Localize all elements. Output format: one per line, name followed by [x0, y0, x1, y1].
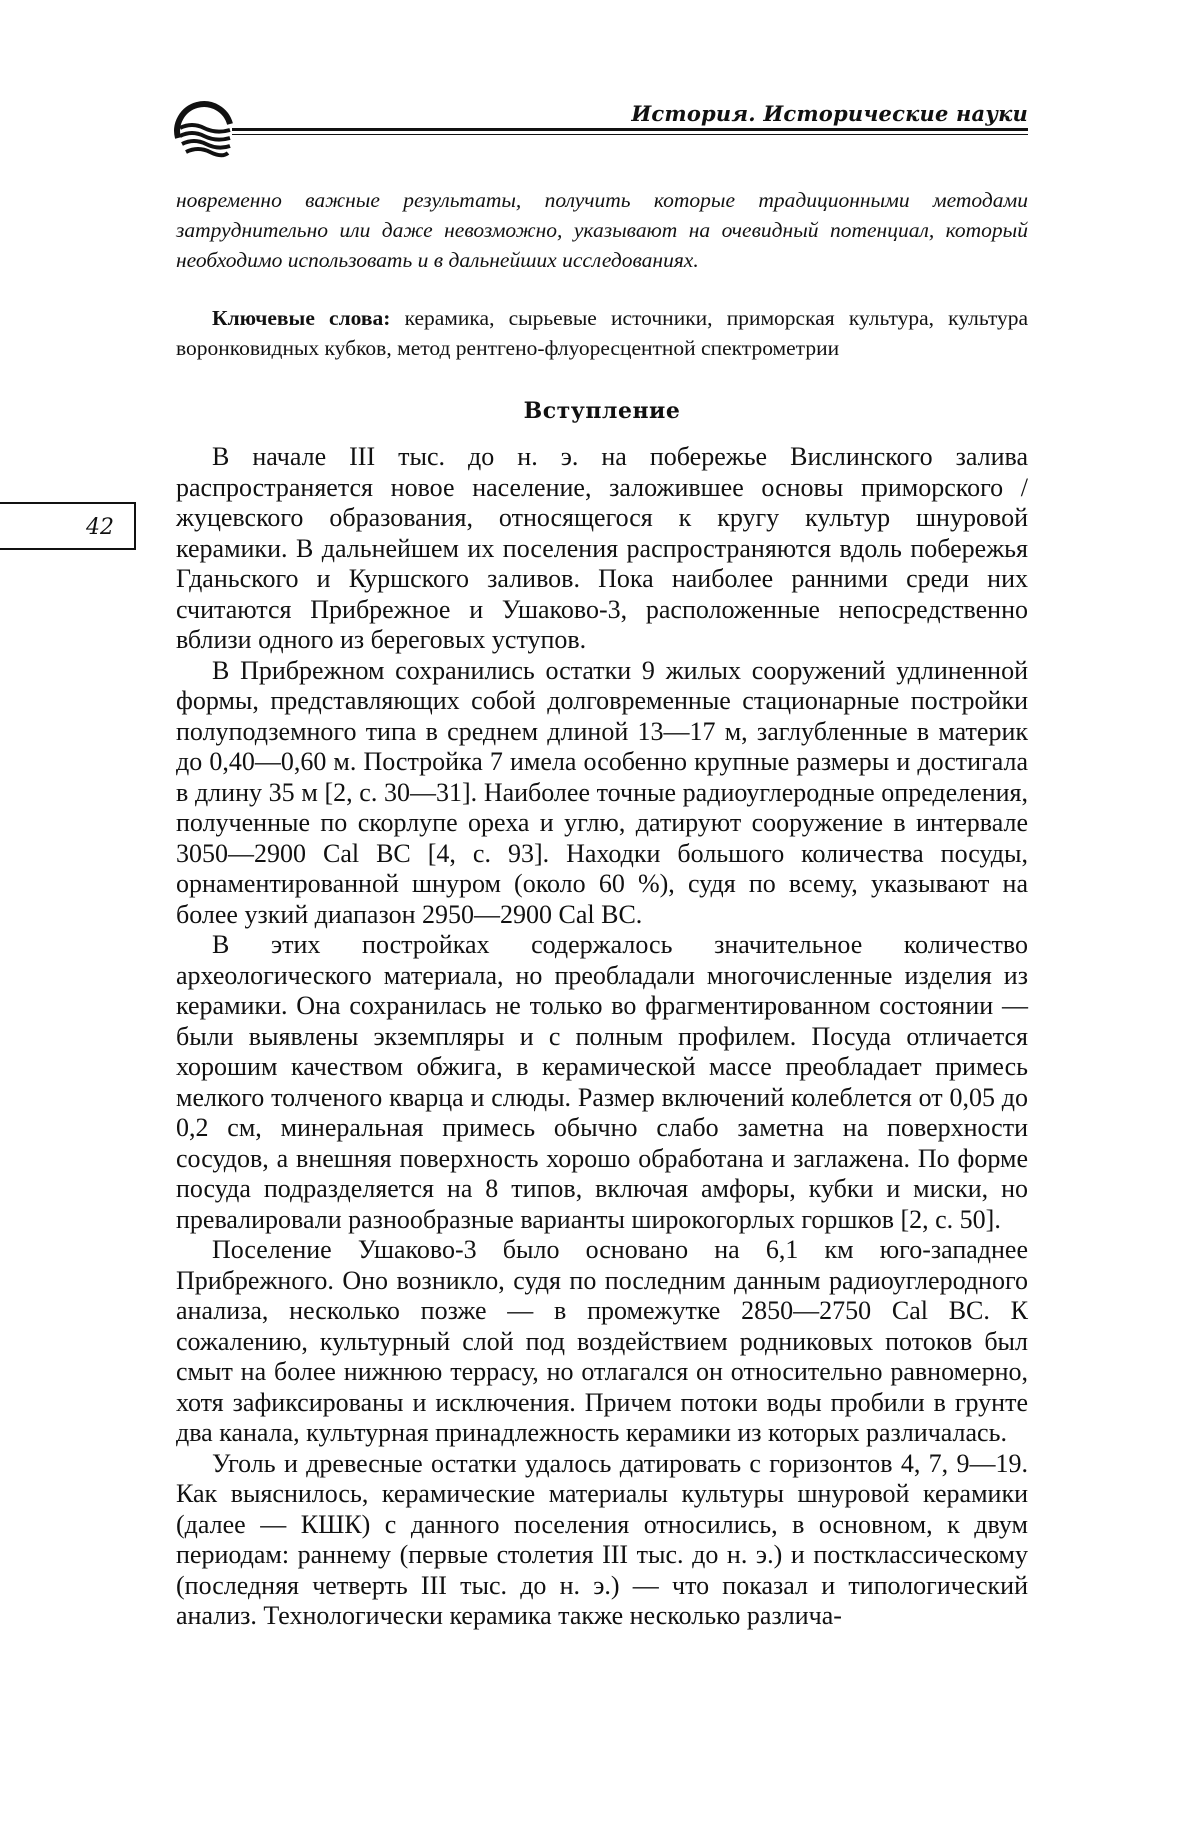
paragraph: В Прибрежном сохранились остатки 9 жилых сооружений удлиненной формы, представляющих собой долговременные стационарные постройки полуподземного типа в среднем длиной 13—17 м, заглубленные в материк до 0,40—0,60 м. Постройка 7 имела особенно крупные размеры и достигала в длину 35 м [2, с. 30—31]. Наиболее точные радиоуглеродные определения, полученные по скорлупе ореха и углю, датируют сооружение в интервале 3050—2900 Cal BC [4, с. 93]. Находки большого количества посуды, орнаментированной шнуром (около 60 %), судя по всему, указывают на более узкий диапазон 2950—2900 Cal BC.: [176, 655, 1028, 929]
waves-emblem-icon: [172, 98, 236, 162]
keywords-label: Ключевые слова:: [212, 306, 391, 330]
page-number: 42: [86, 515, 114, 540]
running-title: История. Исторические науки: [631, 101, 1028, 126]
page-number-tab: [0, 502, 136, 550]
journal-logo: [172, 98, 236, 162]
paragraph: Поселение Ушаково-3 было основано на 6,1 км юго-западнее Прибрежного. Оно возникло, судя по последним данным радиоуглеродного анализа, несколько позже — в промежутке 2850—2750 Cal BC. К сожалению, культурный слой под воздействием родниковых потоков был смыт на более нижнюю террасу, но отлагался он относительно равномерно, хотя зафиксированы и исключения. Причем потоки воды пробили в грунте два канала, культурная принадлежность керамики из которых различалась.: [176, 1235, 1028, 1447]
paragraph: В начале III тыс. до н. э. на побережье Вислинского залива распространяется новое население, заложившее основы приморского / жуцевского образования, относящегося к кругу культур шнуровой керамики. В дальнейшем их поселения распространяются вдоль побережья Гданьского и Куршского заливов. Пока наиболее ранними среди них считаются Прибрежное и Ушаково-3, расположенные непосредственно вблизи одного из береговых уступов.: [176, 442, 1028, 654]
header-rule-thin: [232, 134, 1028, 135]
paragraph: Уголь и древесные остатки удалось датировать с горизонтов 4, 7, 9—19. Как выяснилось, керамические материалы культуры шнуровой керамики (далее — КШК) с данного поселения относились, в основном, к двум периодам: раннему (первые столетия III тыс. до н. э.) и постклассическому (последняя четверть III тыс. до н. э.) — что показал и типологический анализ. Технологически керамика также несколько различа-: [176, 1448, 1028, 1630]
section-title: Вступление: [523, 398, 681, 424]
keywords-text: керамика, сырьевые источники, приморская культура, культура воронковидных кубков, метод рентгено-флуоресцентной спектрометрии: [176, 306, 1028, 360]
header-rule-thick: [232, 128, 1028, 131]
section-body: [176, 442, 1028, 1632]
paragraph: В этих постройках содержалось значительное количество археологического материала, но преобладали многочисленные изделия из керамики. Она сохранилась не только во фрагментированном состоянии — были выявлены экземпляры и с полным профилем. Посуда отличается хорошим качеством обжига, в керамической массе преобладает примесь мелкого толченого кварца и слюды. Размер включений колеблется от 0,05 до 0,2 см, минеральная примесь обычно слабо заметна на поверхности сосудов, а внешняя поверхность хорошо обработана и заглажена. По форме посуда подразделяется на 8 типов, включая амфоры, кубки и миски, но превалировали разнообразные варианты широкогорлых горшков [2, с. 50].: [176, 930, 1028, 1234]
abstract-tail: новременно важные результаты, получить которые традиционными методами затруднительно или даже невозможно, указывают на очевидный потенциал, который необходимо использовать и в дальнейших исследованиях.: [176, 188, 1028, 272]
keywords: [176, 303, 1028, 363]
